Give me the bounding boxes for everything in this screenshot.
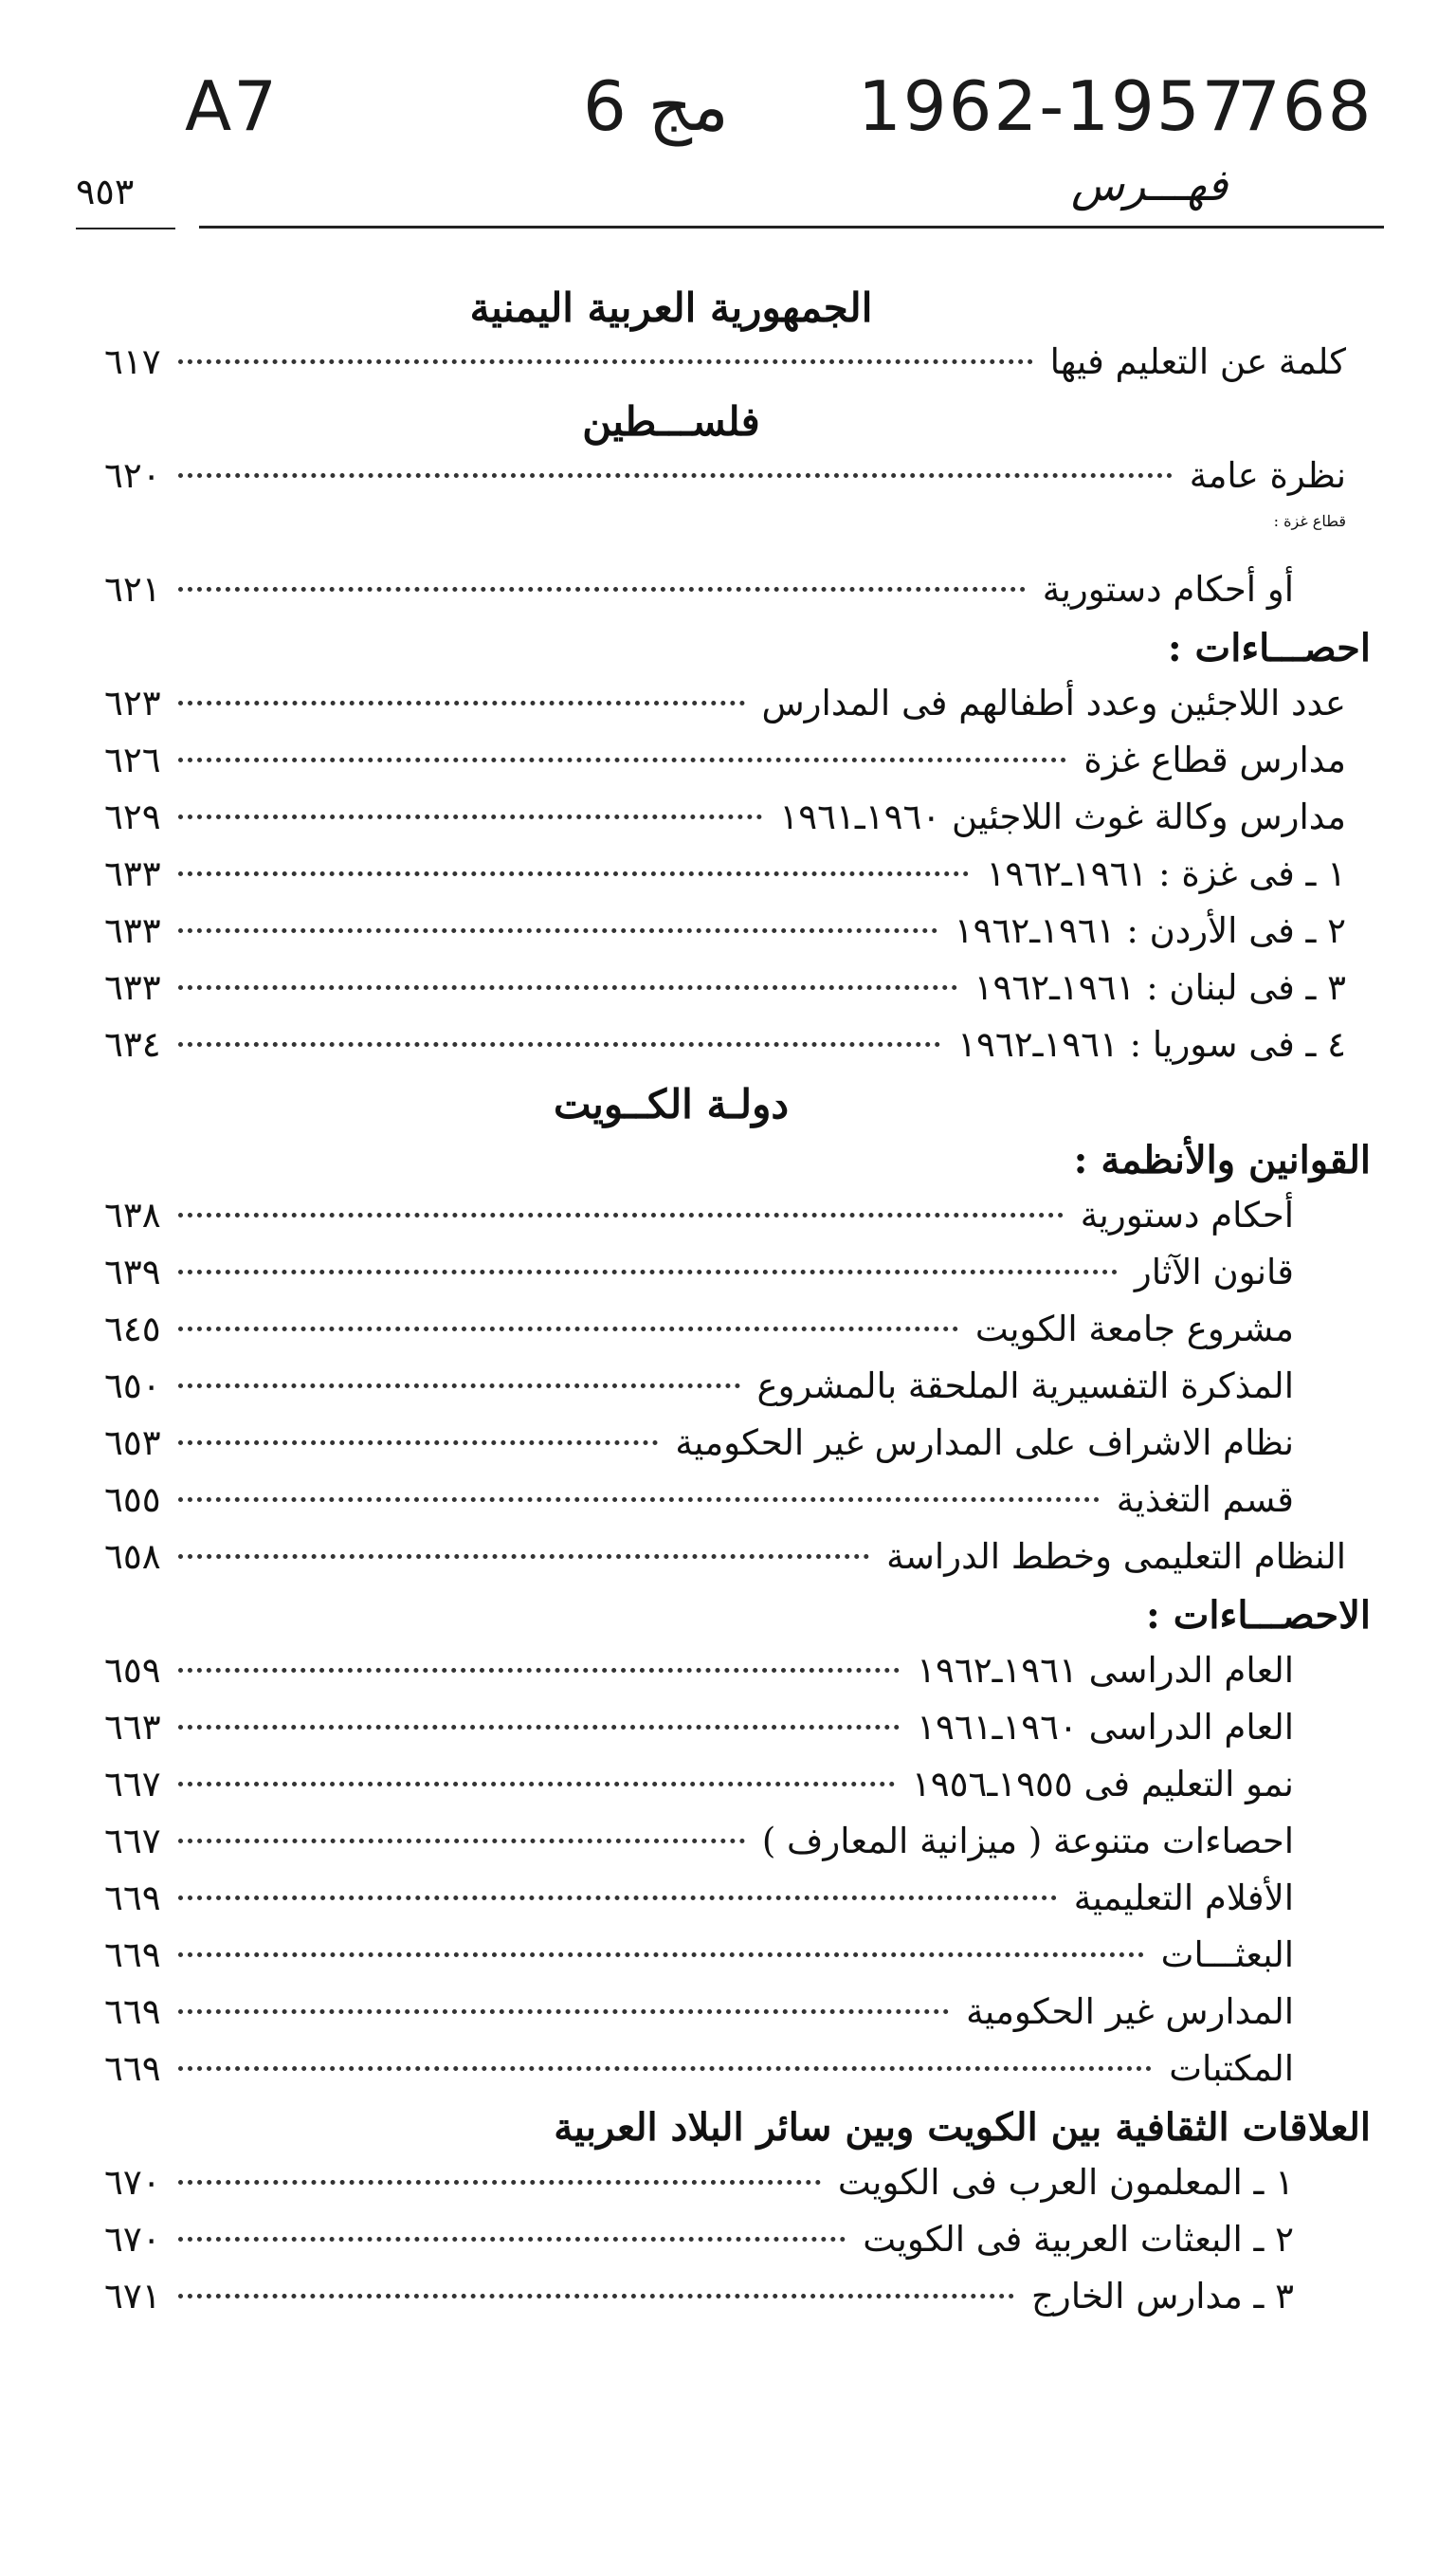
dot-leader (178, 359, 1033, 364)
toc-page-number: ٦٢٩ (104, 797, 161, 837)
toc-entry-title: احصاءات متنوعة ( ميزانية المعارف ) (761, 1821, 1294, 1861)
toc-entry (0, 797, 1456, 853)
dot-leader (178, 928, 937, 933)
toc-entry-title: مدارس قطاع غزة (1083, 740, 1346, 780)
section-heading (0, 284, 1456, 341)
toc-entry (0, 740, 1456, 797)
toc-entry-title: احصـــاءات : (1167, 626, 1371, 670)
dot-leader (178, 1383, 740, 1388)
toc-entry-title: قطاع غزة : (1273, 512, 1346, 530)
toc-entry-title: عدد اللاجئين وعدد أطفالهم فى المدارس (761, 683, 1346, 723)
toc-entry (0, 1934, 1456, 1991)
toc-entry (0, 2276, 1456, 2333)
toc-page-number: ٦٥٨ (104, 1536, 161, 1577)
dot-leader (178, 1270, 1118, 1274)
toc-entry (0, 1764, 1456, 1821)
toc-entry-title: النظام التعليمى وخطط الدراسة (886, 1536, 1346, 1577)
toc-entry (0, 2219, 1456, 2276)
toc-entry (0, 1365, 1456, 1422)
page-number: ٩٥٣ (76, 171, 135, 212)
toc-entry (0, 569, 1456, 626)
toc-entry-title: ٢ ـ البعثات العربية فى الكويت (863, 2219, 1294, 2260)
dot-leader (178, 1554, 869, 1559)
toc-entry-title: مدارس وكالة غوث اللاجئين ١٩٦٠ـ١٩٦١ (779, 797, 1346, 837)
toc-entry-title: مشروع جامعة الكويت (974, 1309, 1294, 1349)
section-heading (0, 1081, 1456, 1138)
toc-page-number: ٦٣٣ (104, 967, 161, 1008)
toc-entry (0, 1479, 1456, 1536)
toc-entry (0, 1195, 1456, 1252)
dot-leader (178, 1952, 1144, 1957)
subsection-heading (0, 2105, 1456, 2162)
toc-page-number: ٦٧٠ (104, 2162, 161, 2203)
dot-leader (178, 2294, 1014, 2298)
toc-entry (0, 1422, 1456, 1479)
dot-leader (178, 2066, 1153, 2071)
toc-entry (0, 1024, 1456, 1081)
toc-page-number: ٦٢١ (104, 569, 161, 610)
handwritten-volume: مج 6 (583, 66, 729, 146)
dot-leader (178, 1668, 900, 1673)
dot-leader (178, 587, 1026, 592)
toc-page-number: ٦٧٠ (104, 2219, 161, 2260)
toc-entry (0, 1650, 1456, 1707)
toc-entry (0, 853, 1456, 910)
toc-entry-title: نظرة عامة (1189, 455, 1346, 496)
toc-entry (0, 1252, 1456, 1309)
dot-leader (178, 2180, 821, 2185)
subsection-heading (0, 1138, 1456, 1195)
toc-entry-title: دولـة الكــويت (553, 1081, 790, 1127)
toc-entry-title: ٣ ـ مدارس الخارج (1030, 2276, 1294, 2317)
dot-leader (178, 758, 1067, 762)
dot-leader (178, 1327, 958, 1331)
toc-entry-title: ٣ ـ فى لبنان : ١٩٦١ـ١٩٦٢ (974, 967, 1346, 1008)
toc-entry (0, 1877, 1456, 1934)
toc-entry-title: ٤ ـ فى سوريا : ١٩٦١ـ١٩٦٢ (957, 1024, 1346, 1065)
page-title: فهـــرس (1071, 159, 1228, 211)
dot-leader (178, 1896, 1057, 1900)
toc-entry (0, 967, 1456, 1024)
handwritten-number: 768 (1237, 66, 1374, 146)
toc-entry-title: أو أحكام دستورية (1042, 569, 1294, 610)
toc-page-number: ٦٦٩ (104, 1877, 161, 1918)
dot-leader (178, 871, 970, 876)
toc-page-number: ٦٦٧ (104, 1764, 161, 1804)
toc-entry (0, 1536, 1456, 1593)
toc-page-number: ٦٦٣ (104, 1707, 161, 1748)
toc-page-number: ٦٥٣ (104, 1422, 161, 1463)
toc-entry (0, 2162, 1456, 2219)
toc-entry-title: العلاقات الثقافية بين الكويت وبين سائر البلاد العربية (554, 2105, 1371, 2150)
handwritten-years: 1962-1957 (858, 66, 1247, 146)
dot-leader (178, 1042, 940, 1047)
subsection-heading (0, 626, 1456, 683)
toc-entry-title: المكتبات (1169, 2048, 1294, 2089)
toc-entry-title: البعثـــات (1160, 1934, 1294, 1975)
toc-entry (0, 1707, 1456, 1764)
toc-entry-title: فلســـطين (582, 398, 760, 445)
toc-entry-title: العام الدراسى ١٩٦٠ـ١٩٦١ (917, 1707, 1294, 1748)
toc-page-number: ٦٢٠ (104, 455, 161, 496)
dot-leader (178, 1440, 659, 1445)
dot-leader (178, 985, 957, 990)
dot-leader (178, 1839, 745, 1843)
dot-leader (178, 473, 1173, 478)
toc-entry-title: المدارس غير الحكومية (966, 1991, 1294, 2032)
toc-page-number: ٦٦٩ (104, 2048, 161, 2089)
toc-entry-title: نظام الاشراف على المدارس غير الحكومية (675, 1422, 1294, 1463)
dot-leader (178, 2237, 846, 2242)
toc-page-number: ٦٢٣ (104, 683, 161, 723)
toc-entry-title: كلمة عن التعليم فيها (1049, 341, 1346, 382)
toc-entry (0, 683, 1456, 740)
toc-page-number: ٦٦٧ (104, 1821, 161, 1861)
toc-entry-title: الجمهورية العربية اليمنية (469, 284, 873, 331)
toc-page-number: ٦٥٠ (104, 1365, 161, 1406)
toc-entry (0, 1991, 1456, 2048)
page-number-underline (76, 228, 175, 229)
toc-group-label (0, 512, 1456, 569)
toc-entry (0, 1309, 1456, 1365)
toc-entry-title: العام الدراسى ١٩٦١ـ١٩٦٢ (917, 1650, 1294, 1691)
toc-entry (0, 1821, 1456, 1877)
dot-leader (178, 701, 745, 705)
dot-leader (178, 2009, 949, 2014)
toc-page-number: ٦٣٨ (104, 1195, 161, 1236)
toc-page-number: ٦٣٣ (104, 910, 161, 951)
toc-entry-title: قسم التغذية (1116, 1479, 1294, 1520)
table-of-contents (0, 284, 1456, 2333)
dot-leader (178, 1213, 1064, 1218)
subsection-heading (0, 1593, 1456, 1650)
toc-entry-title: القوانين والأنظمة : (1073, 1138, 1371, 1182)
toc-entry (0, 455, 1456, 512)
toc-page-number: ٦٦٩ (104, 1934, 161, 1975)
toc-entry (0, 2048, 1456, 2105)
dot-leader (178, 1497, 1100, 1502)
toc-entry-title: الأفلام التعليمية (1073, 1877, 1294, 1918)
toc-entry-title: ٢ ـ فى الأردن : ١٩٦١ـ١٩٦٢ (954, 910, 1346, 951)
toc-page-number: ٦٧١ (104, 2276, 161, 2317)
header-rule (199, 226, 1384, 229)
dot-leader (178, 1782, 895, 1786)
dot-leader (178, 815, 763, 819)
toc-entry-title: الاحصـــاءات : (1146, 1593, 1371, 1638)
toc-entry-title: ١ ـ المعلمون العرب فى الكويت (837, 2162, 1294, 2203)
toc-page-number: ٦٦٩ (104, 1991, 161, 2032)
toc-page-number: ٦١٧ (104, 341, 161, 382)
toc-entry (0, 341, 1456, 398)
toc-entry-title: ١ ـ فى غزة : ١٩٦١ـ١٩٦٢ (986, 853, 1346, 894)
toc-page-number: ٦٢٦ (104, 740, 161, 780)
toc-page-number: ٦٣٩ (104, 1252, 161, 1292)
toc-entry-title: نمو التعليم فى ١٩٥٥ـ١٩٥٦ (911, 1764, 1294, 1804)
toc-page-number: ٦٣٤ (104, 1024, 161, 1065)
toc-entry-title: المذكرة التفسيرية الملحقة بالمشروع (756, 1365, 1294, 1406)
toc-entry-title: أحكام دستورية (1080, 1195, 1294, 1236)
toc-entry (0, 910, 1456, 967)
toc-page-number: ٦٣٣ (104, 853, 161, 894)
dot-leader (178, 1725, 900, 1730)
toc-page-number: ٦٥٩ (104, 1650, 161, 1691)
toc-page-number: ٦٤٥ (104, 1309, 161, 1349)
toc-entry-title: قانون الآثار (1134, 1252, 1294, 1292)
handwritten-code: A7 (185, 66, 280, 146)
section-heading (0, 398, 1456, 455)
toc-page-number: ٦٥٥ (104, 1479, 161, 1520)
